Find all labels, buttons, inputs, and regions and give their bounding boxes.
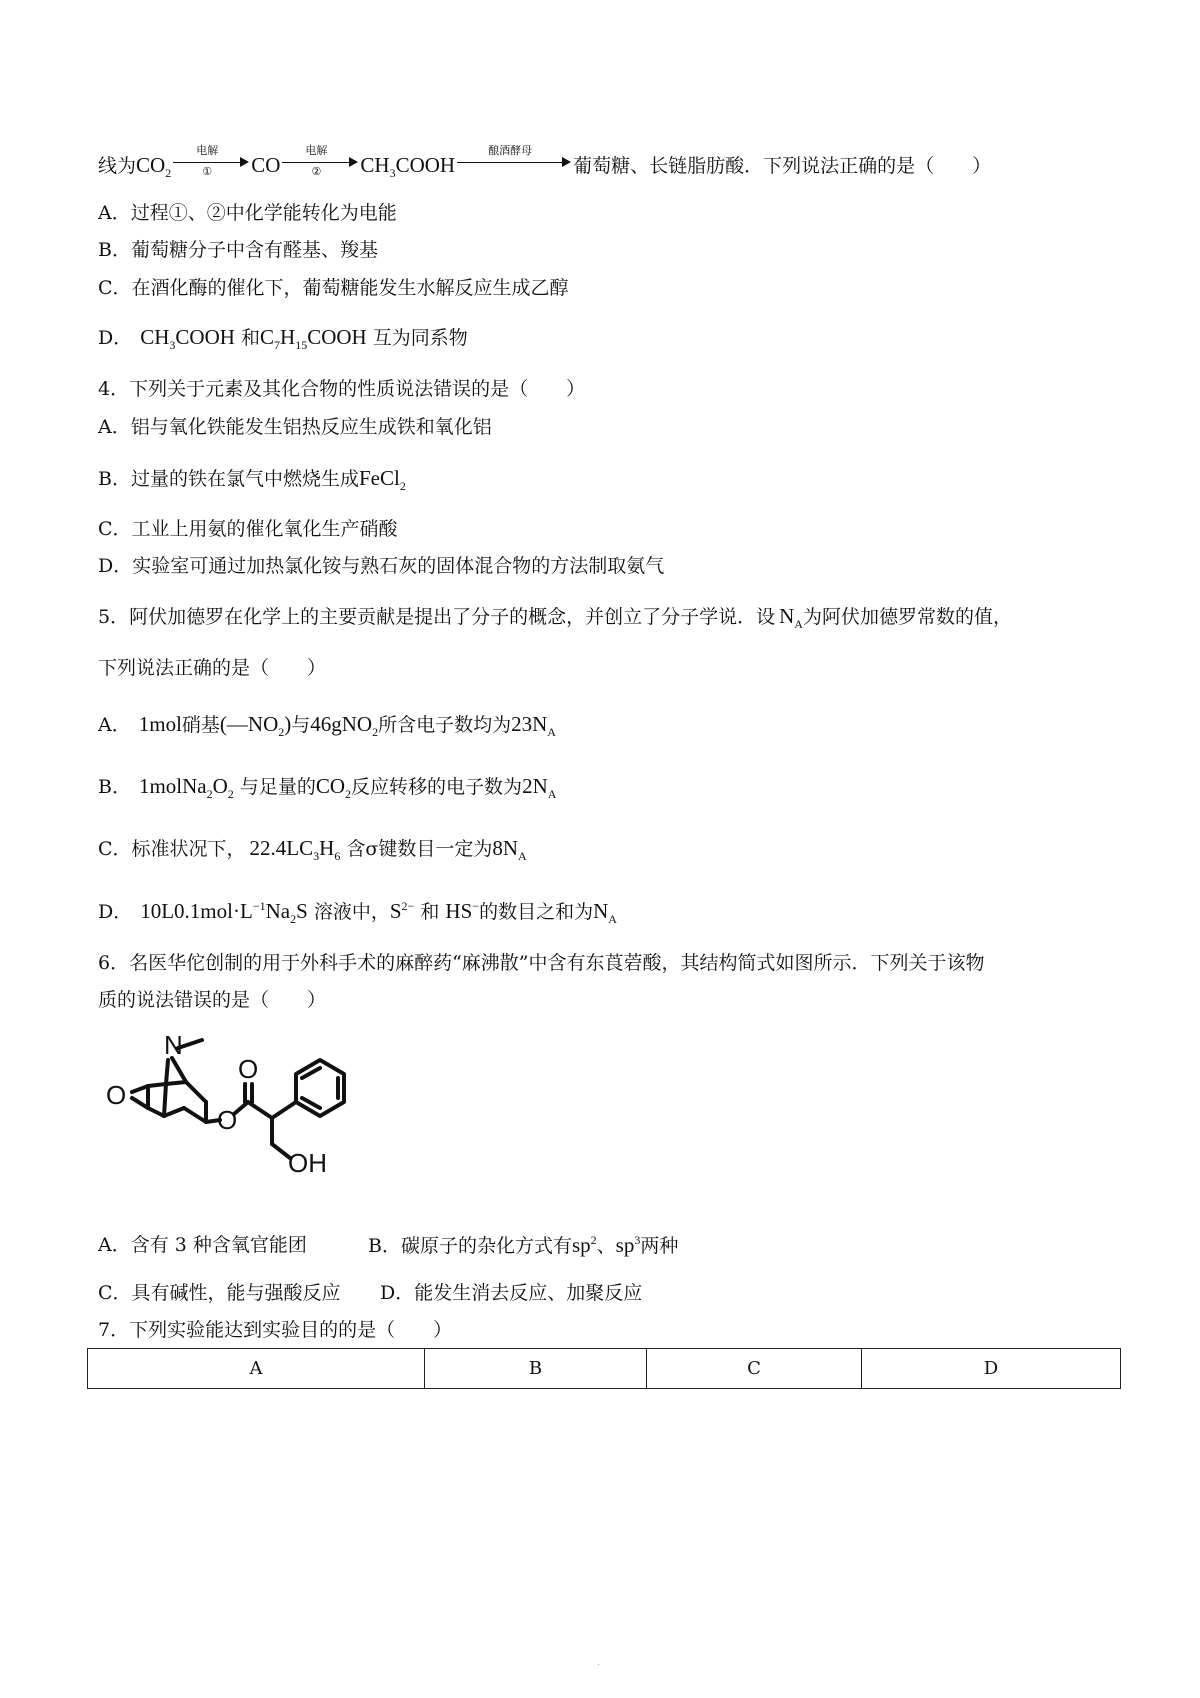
q3-option-d: D． $CH_3COOH$ 和$C_7H_{15}COOH$ 互为同系物 xyxy=(98,325,468,352)
q7-header-d: D xyxy=(862,1349,1121,1389)
q3-option-a: A．过程①、②中化学能转化为电能 xyxy=(98,202,397,224)
q7-options-table xyxy=(87,1348,1121,1389)
q6-option-b: B．碳原子的杂化方式有$sp^2$、$sp^3$两种 xyxy=(368,1233,679,1257)
q5-stem-2: 下列说法正确的是（ ） xyxy=(98,657,327,679)
q7-header-a: A xyxy=(88,1349,425,1389)
q4-option-a: A．铝与氧化铁能发生铝热反应生成铁和氧化铝 xyxy=(98,416,492,438)
q3-arrow-2: 电解 ② xyxy=(282,148,358,176)
q3-option-b: B．葡萄糖分子中含有醛基、羧基 xyxy=(98,239,378,261)
q5-option-a: A． 1mol硝基$(—NO_2)$与46gNO$_2$所含电子数均为$23N_A$ xyxy=(98,712,556,739)
q6-option-d: D．能发生消去反应、加聚反应 xyxy=(380,1282,643,1304)
structure-atom-o-carbonyl: O xyxy=(238,1054,259,1084)
structure-atom-n: N xyxy=(164,1030,183,1060)
structure-atom-o-ester: O xyxy=(217,1105,238,1135)
q4-option-c: C．工业上用氨的催化氧化生产硝酸 xyxy=(98,518,398,540)
q6-option-a: A．含有 3 种含氧官能团 xyxy=(98,1234,307,1256)
q6-options-row-1 xyxy=(98,1231,679,1259)
q7-table-header-row xyxy=(88,1349,1121,1389)
q5-option-c: C．标准状况下， $22.4LC_3H_6$ 含σ键数目一定为$8N_A$ xyxy=(98,836,527,863)
q7-header-b: B xyxy=(425,1349,647,1389)
q6-option-c: C．具有碱性，能与强酸反应 xyxy=(98,1282,341,1304)
q6-stem-1: 6．名医华佗创制的用于外科手术的麻醉药“麻沸散”中含有东莨菪酸，其结构简式如图所示．下列关于该物 xyxy=(98,952,985,974)
q7-stem: 7．下列实验能达到实验目的的是（ ） xyxy=(98,1319,453,1341)
q3-reaction-line xyxy=(98,144,992,180)
q5-option-d: D． $10L0.1mol\cdot L^{-1}Na_2S$ 溶液中，$S^{2-}$ 和 HS−的数目之和为$N_A$ xyxy=(98,899,617,926)
scopolamine-structure-diagram xyxy=(100,1026,380,1196)
footer-mark: . xyxy=(597,1658,600,1668)
structure-atom-o-epoxide: O xyxy=(106,1080,127,1110)
q3-suffix: 葡萄糖、长链脂肪酸．下列说法正确的是（ ） xyxy=(573,155,992,177)
q4-option-d: D．实验室可通过加热氯化铵与熟石灰的固体混合物的方法制取氨气 xyxy=(98,555,665,577)
q6-options-row-2 xyxy=(98,1279,643,1307)
q5-option-b: B． $1molNa_2O_2$ 与足量的$CO_2$反应转移的电子数为$2N_A$ xyxy=(98,774,557,801)
q5-stem-1: 5．阿伏加德罗在化学上的主要贡献是提出了分子的概念，并创立了分子学说．设 $N_A$为阿伏加德罗常数的值， xyxy=(98,604,1012,631)
q6-stem-2: 质的说法错误的是（ ） xyxy=(98,989,327,1011)
q4-option-b: B．过量的铁在氯气中燃烧生成FeCl$_2$ xyxy=(98,466,406,493)
q3-co: CO xyxy=(251,153,281,177)
q3-prefix: 线为 xyxy=(98,155,137,177)
q4-stem: 4．下列关于元素及其化合物的性质说法错误的是（ ） xyxy=(98,378,586,400)
q3-arrow-3: 酿酒酵母 xyxy=(457,148,571,176)
q3-option-c: C．在酒化酶的催化下，葡萄糖能发生水解反应生成乙醇 xyxy=(98,277,569,299)
q3-acetic-acid: $CH_3COOH$ xyxy=(360,153,456,180)
q3-co2: $CO_2$ xyxy=(136,153,172,180)
q7-header-c: C xyxy=(647,1349,862,1389)
q3-arrow-1: 电解 ① xyxy=(173,148,249,176)
structure-group-oh: OH xyxy=(288,1148,327,1178)
